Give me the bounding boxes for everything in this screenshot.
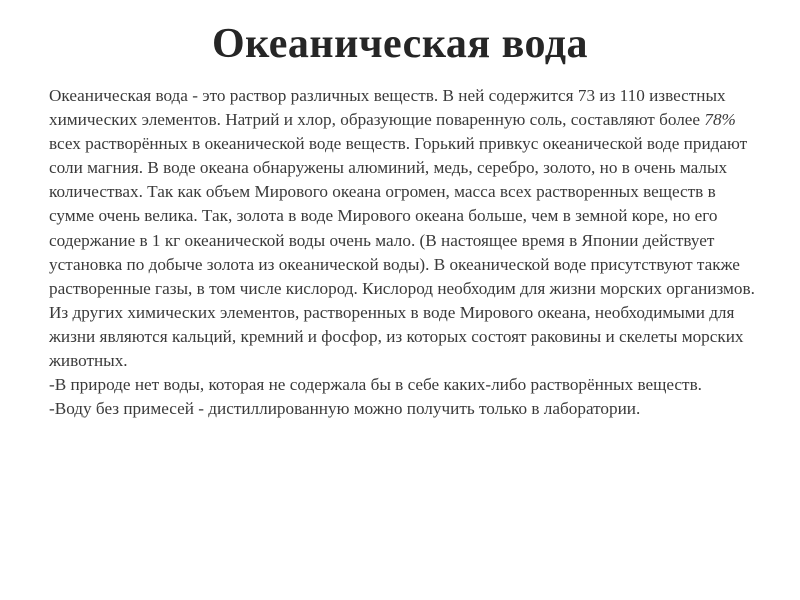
slide-body <box>49 84 761 421</box>
main-paragraph <box>49 84 761 373</box>
slide-title: Океаническая вода <box>211 21 589 67</box>
main-paragraph-text-end: всех растворённых в океанической воде веществ. Горький привкус океанической воде придают соли магния. В воде океана обнаружены алюминий, медь, серебро, золото, но в очень малых количествах. Так как объем Мирового океана огромен, масса всех растворенных веществ в сумме очень велика. Так, золота в воде Мирового океана больше, чем в земной коре, но его содержание в 1 кг океанической воды очень мало. (В настоящее время в Японии действует установка по добыче золота из океанической воды). В океанической воде присутствуют также растворенные газы, в том числе кислород. Кислород необходим для жизни морских организмов. Из других химических элементов, растворенных в воде Мирового океана, необходимыми для жизни являются кальций, кремний и фосфор, из которых состоят раковины и скелеты морских животных. <box>49 134 755 371</box>
note-distilled-water: -Воду без примесей - дистиллированную можно получить только в лаборатории. <box>49 399 641 419</box>
note-dissolved-substances: -В природе нет воды, которая не содержала бы в себе каких-либо растворённых веществ. <box>49 375 702 395</box>
main-paragraph-text-start: Океаническая вода - это раствор различных веществ. В ней содержится 73 из 110 известных химических элементов. Натрий и хлор, образующие поваренную соль, составляют более <box>49 86 726 130</box>
percentage-highlight: 78% <box>704 110 736 130</box>
